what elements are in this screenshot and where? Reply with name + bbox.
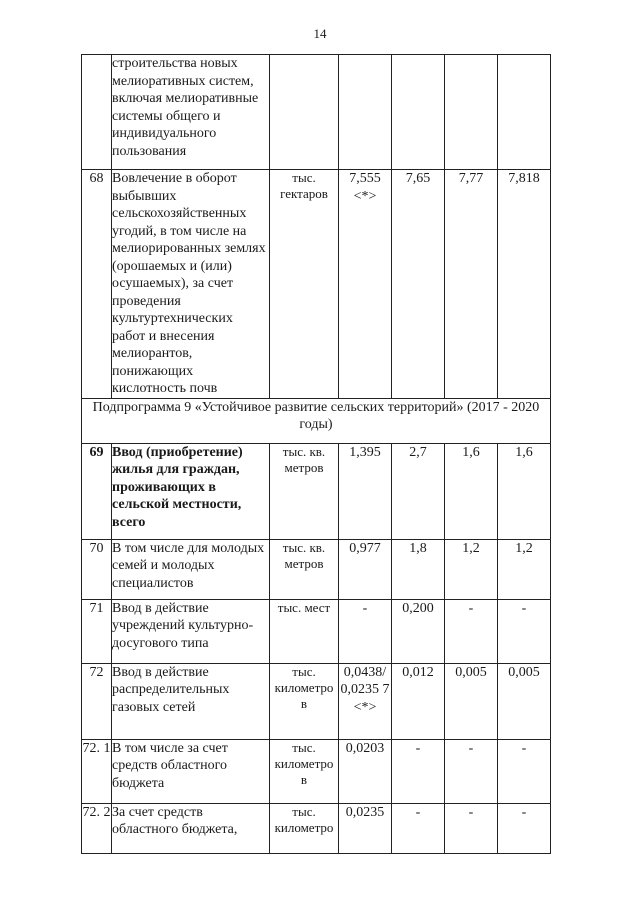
row-value: 0,005 [445,663,498,739]
row-value: - [392,803,445,853]
row-value: 1,6 [445,443,498,539]
row-value: 0,0235 [339,803,392,853]
row-unit: тыс. кв. метров [270,443,339,539]
row-value: 1,8 [392,539,445,599]
row-number: 72 [82,663,112,739]
row-value: 1,2 [445,539,498,599]
row-indicator-name: Ввод (приобретение) жилья для граждан, проживающих в сельской местности, всего [112,443,270,539]
row-unit: тыс. километро в [270,663,339,739]
table-row [82,803,551,853]
row-value: 2,7 [392,443,445,539]
row-value: 0,977 [339,539,392,599]
row-number [82,55,112,170]
row-value: 1,2 [498,539,551,599]
row-number: 72. 1 [82,739,112,803]
row-value: 0,200 [392,599,445,663]
table-row [82,739,551,803]
table-row [82,443,551,539]
row-value: 7,77 [445,170,498,399]
row-value: 0,012 [392,663,445,739]
row-value: - [445,803,498,853]
row-number: 70 [82,539,112,599]
row-value: - [498,739,551,803]
row-indicator-name: За счет средств областного бюджета, [112,803,270,853]
row-number: 72. 2 [82,803,112,853]
row-indicator-name: В том числе за счет средств областного бюджета [112,739,270,803]
row-unit: тыс. кв. метров [270,539,339,599]
row-unit: тыс. гектаров [270,170,339,399]
row-number: 69 [82,443,112,539]
table-row [82,170,551,399]
row-indicator-name: Ввод в действие распределительных газовых сетей [112,663,270,739]
table-row [82,539,551,599]
row-value: 1,6 [498,443,551,539]
table-row [82,663,551,739]
row-indicator-name: Вовлечение в оборот выбывших сельскохозяйственных угодий, в том числе на мелиорированных землях (орошаемых и (или) осушаемых), за счет проведения культуртехнических работ и внесения мелиорантов, понижающих кислотность почв [112,170,270,399]
row-value: 7,65 [392,170,445,399]
row-value: - [392,739,445,803]
row-value: - [445,739,498,803]
row-indicator-name: В том числе для молодых семей и молодых специалистов [112,539,270,599]
row-value [498,55,551,170]
row-value: 1,395 [339,443,392,539]
row-number: 71 [82,599,112,663]
row-value: 0,0438/ 0,0235 7 <*> [339,663,392,739]
row-value: 7,555 <*> [339,170,392,399]
indicators-table [81,54,551,854]
row-indicator-name: строительства новых мелиоративных систем, включая мелиоративные системы общего и индивидуального пользования [112,55,270,170]
row-unit: тыс. мест [270,599,339,663]
table-row [82,599,551,663]
row-unit [270,55,339,170]
row-value: 0,005 [498,663,551,739]
table-row [82,55,551,170]
subprogram-row [82,398,551,443]
row-value [339,55,392,170]
row-value [445,55,498,170]
row-unit: тыс. километро в [270,739,339,803]
page-number: 14 [313,26,327,41]
row-value: 0,0203 [339,739,392,803]
row-value: - [498,599,551,663]
row-value: 7,818 [498,170,551,399]
row-value: - [339,599,392,663]
row-unit: тыс. километро [270,803,339,853]
row-value: - [498,803,551,853]
row-value: - [445,599,498,663]
row-indicator-name: Ввод в действие учреждений культурно-досугового типа [112,599,270,663]
subprogram-title: Подпрограмма 9 «Устойчивое развитие сельских территорий» (2017 - 2020 годы) [82,398,551,443]
row-number: 68 [82,170,112,399]
row-value [392,55,445,170]
